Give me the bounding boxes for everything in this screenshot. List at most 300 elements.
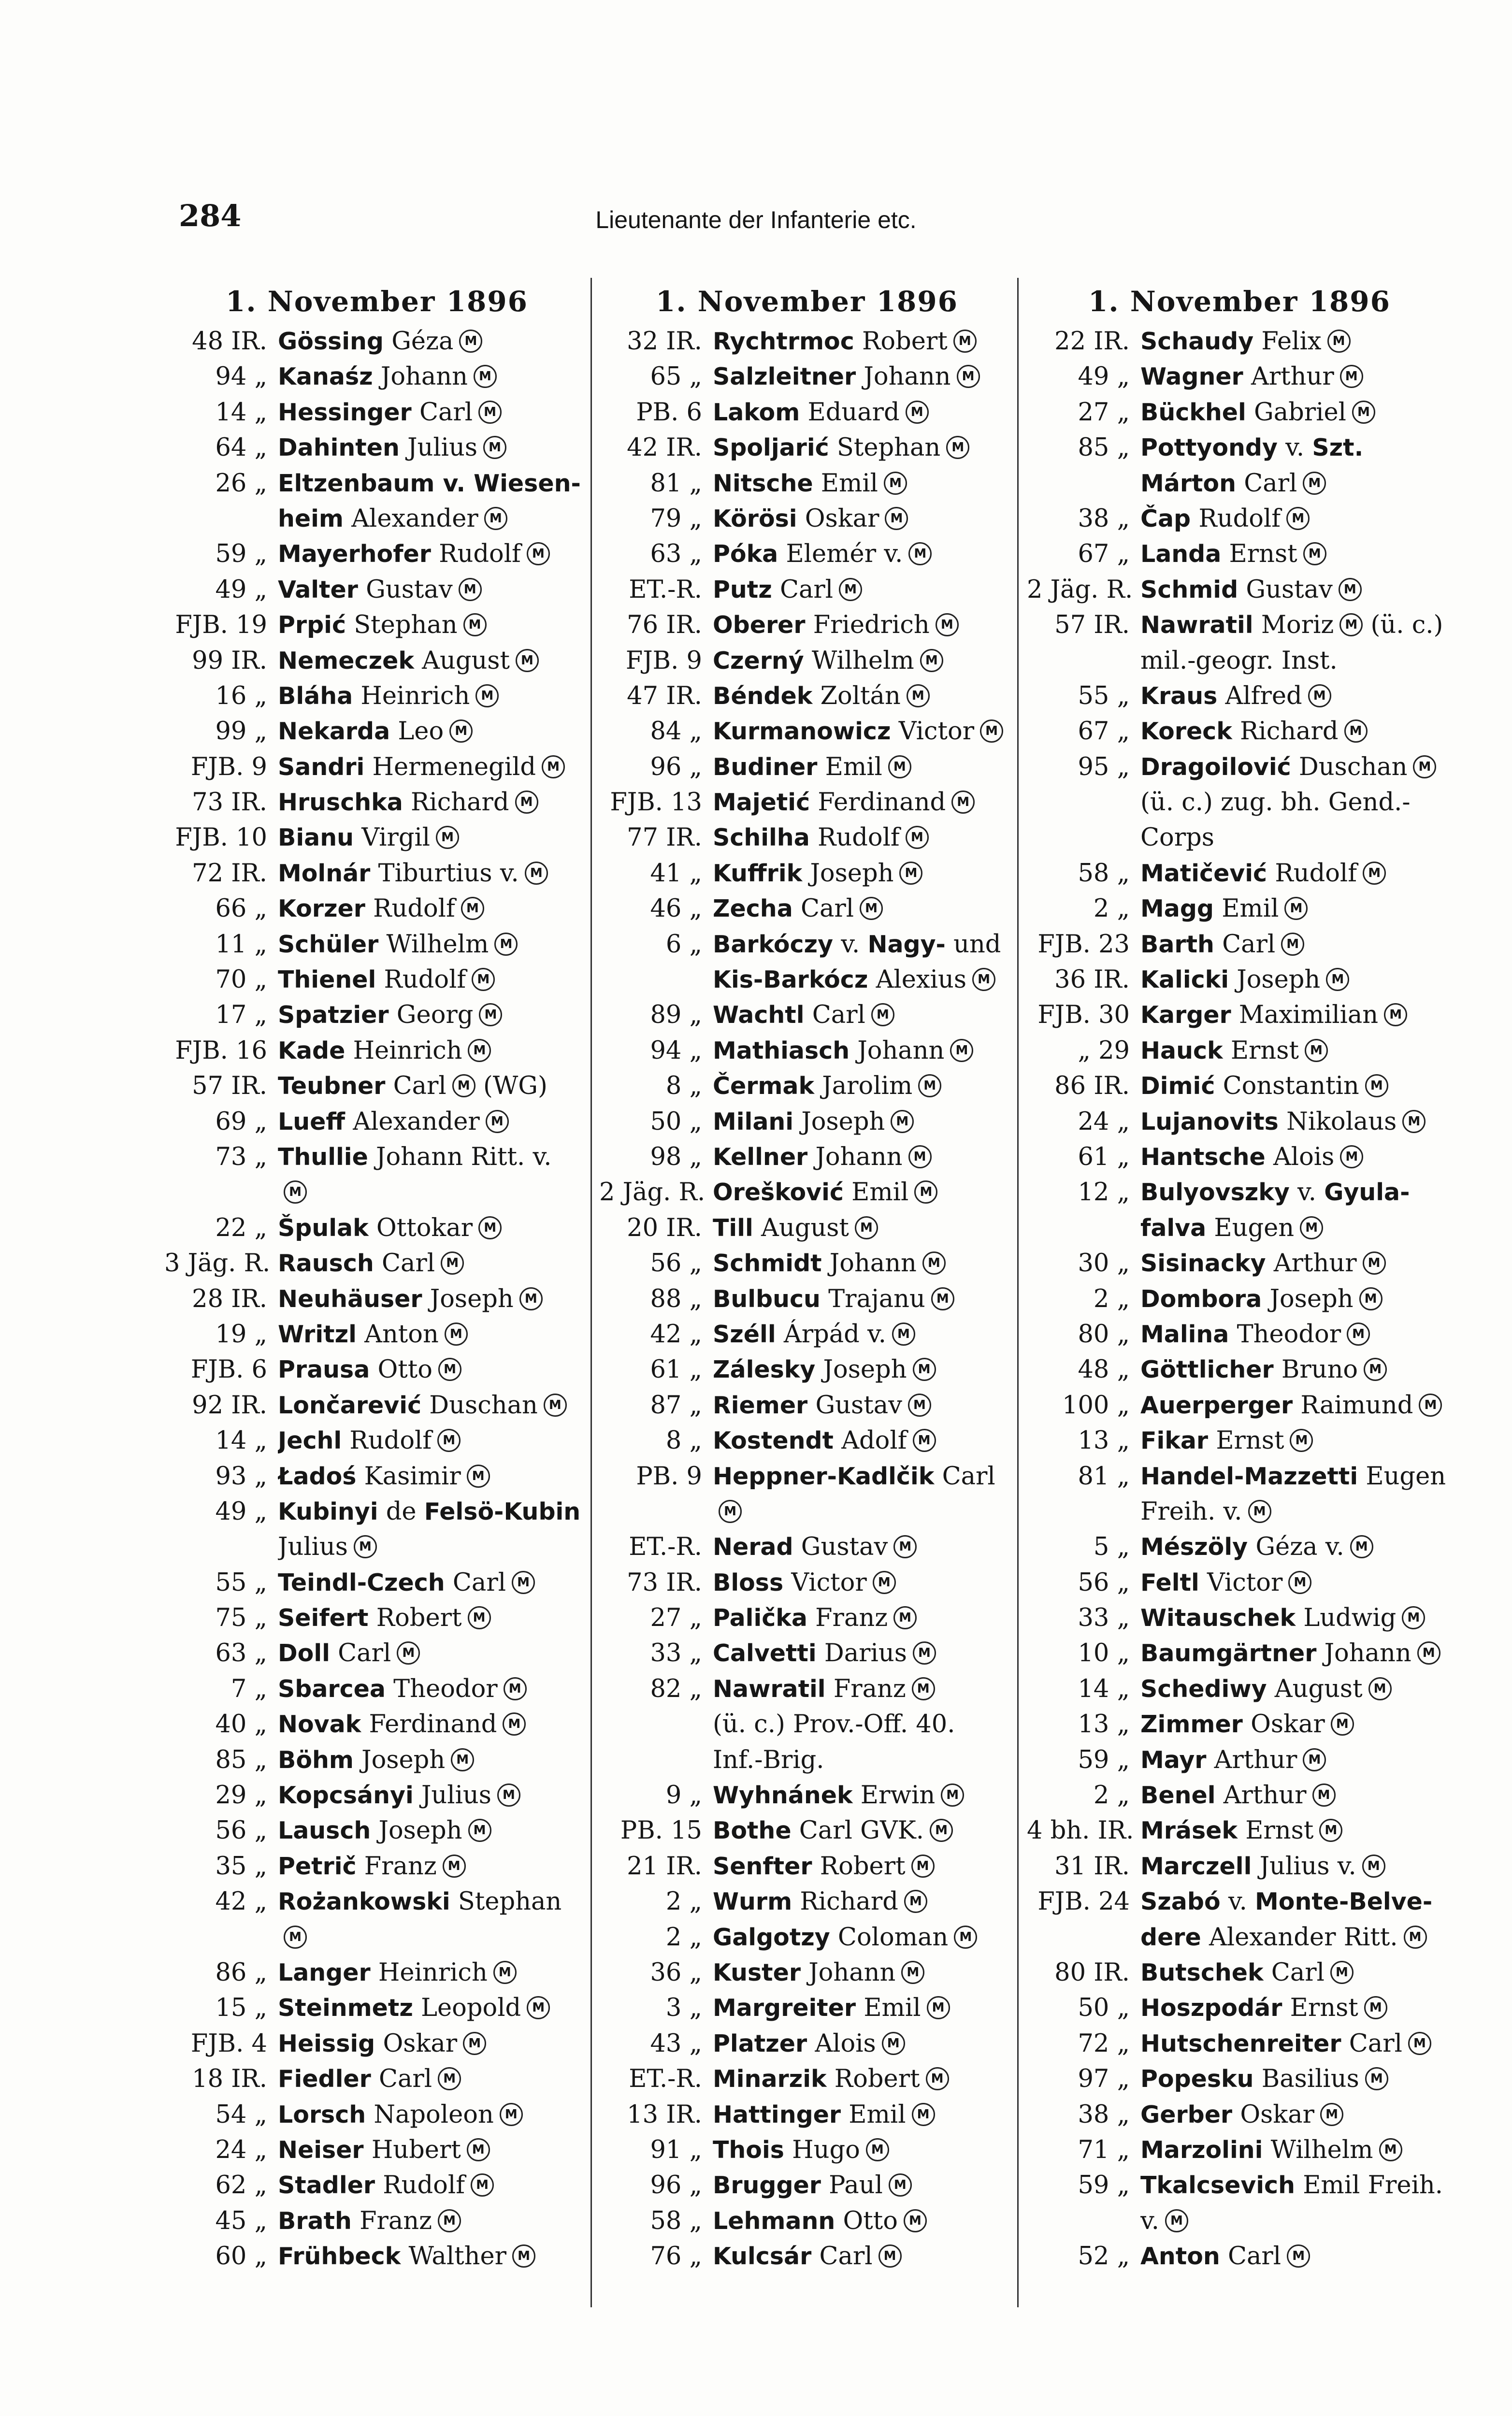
entry-row: [599, 1210, 1015, 1246]
entry-row: [164, 1849, 590, 1884]
unit-designation: 61 „: [1078, 1142, 1130, 1171]
m-medal-icon: M: [479, 1003, 502, 1026]
column-2: [599, 285, 1015, 2305]
entry-row: [164, 501, 590, 536]
entry-row: [599, 2239, 1015, 2274]
surname: Rożankowski: [278, 1888, 450, 1916]
entry-row: [599, 1920, 1015, 1955]
entry-row: [164, 1600, 590, 1636]
m-medal-icon: M: [946, 436, 969, 459]
entry-row: [599, 962, 1015, 997]
entry-row: [599, 1671, 1015, 1707]
officer-name: [278, 1990, 590, 2026]
surname: Čermak: [713, 1072, 815, 1100]
m-medal-icon: M: [1339, 613, 1363, 636]
officer-name: [713, 1246, 1015, 1281]
officer-name: [713, 1955, 1015, 1990]
m-medal-icon: M: [459, 330, 482, 353]
surname: Kubinyi: [278, 1497, 378, 1525]
surname: Butschek: [1140, 1958, 1264, 1986]
m-medal-icon: M: [912, 2103, 935, 2126]
m-medal-icon: M: [936, 613, 959, 636]
m-medal-icon: M: [931, 1287, 954, 1310]
m-medal-icon: M: [493, 1961, 517, 1984]
entry-row: [1027, 2203, 1452, 2239]
m-medal-icon: M: [1300, 1216, 1323, 1239]
given-name: Wilhelm: [811, 646, 914, 675]
officer-name: [278, 749, 590, 785]
surname: Nemeczek: [278, 647, 414, 675]
unit-designation: FJB. 16: [175, 1036, 267, 1065]
surname: Galgotzy: [713, 1923, 830, 1951]
surname: Steinmetz: [278, 1994, 413, 2022]
officer-name: [278, 1068, 590, 1104]
given-name: Rudolf: [384, 965, 466, 994]
unit-designation: 27 „: [1078, 398, 1130, 427]
surname: Zecha: [713, 895, 793, 923]
m-medal-icon: M: [449, 719, 473, 743]
surname: Kuffrik: [713, 859, 803, 887]
entry-row: [599, 1459, 1015, 1494]
m-medal-icon: M: [354, 1535, 377, 1558]
entry-row: [1027, 1636, 1452, 1671]
officer-name: [713, 430, 1015, 465]
unit-designation: 96 „: [650, 752, 702, 781]
officer-name: [713, 1707, 1015, 1742]
officer-name: [278, 324, 590, 359]
given-name: Arthur: [1273, 1249, 1357, 1278]
given-name: Moriz: [1261, 611, 1334, 640]
given-name: Tiburtius v.: [378, 859, 519, 888]
officer-name: [278, 678, 590, 714]
given-name: Heinrich: [353, 1036, 462, 1065]
entry-row: [1027, 1955, 1452, 1990]
officer-name: [713, 1884, 1015, 1919]
entry-row: [1027, 1317, 1452, 1352]
unit-designation: 63 „: [215, 1639, 267, 1668]
officer-name: [278, 785, 590, 820]
unit-designation: 28 IR.: [192, 1284, 267, 1313]
unit-designation: 13 „: [1078, 1426, 1130, 1455]
m-medal-icon: M: [913, 1641, 936, 1665]
given-name: Alexander: [351, 504, 478, 533]
unit-designation: 22 „: [215, 1213, 267, 1242]
m-medal-icon: M: [901, 1961, 924, 1984]
entry-row: [599, 1636, 1015, 1671]
surname: Budiner: [713, 753, 818, 781]
m-medal-icon: M: [438, 2209, 461, 2232]
m-medal-icon: M: [397, 1641, 420, 1665]
officer-name: [1140, 607, 1452, 643]
entry-row: [599, 1565, 1015, 1600]
given-name: Carl: [379, 2065, 432, 2094]
unit-designation: 46 „: [650, 894, 702, 923]
officer-name: [278, 607, 590, 643]
entry-row: [1027, 395, 1452, 430]
m-medal-icon: M: [1352, 401, 1375, 424]
entry-row: [599, 2097, 1015, 2132]
given-name: Joseph: [430, 1284, 514, 1313]
unit-designation: 8 „: [665, 1072, 702, 1101]
entry-row: [1027, 1742, 1452, 1778]
entry-row: [164, 1494, 590, 1529]
officer-name: [1140, 1068, 1452, 1104]
given-name: Stephan: [354, 611, 458, 640]
officer-name: [713, 1813, 1015, 1848]
m-medal-icon: M: [908, 1145, 932, 1168]
given-name: Alfred: [1225, 681, 1302, 710]
officer-name: [713, 820, 1015, 855]
entry-row: [1027, 1813, 1452, 1848]
entry-row: [164, 1742, 590, 1778]
surname: Göttlicher: [1140, 1356, 1274, 1384]
given-name: Franz: [364, 1852, 437, 1881]
surname: Hantsche: [1140, 1143, 1266, 1171]
surname: Ładoś: [278, 1462, 357, 1490]
m-medal-icon: M: [930, 1819, 953, 1842]
surname: Hruschka: [278, 789, 403, 817]
m-medal-icon: M: [1350, 1535, 1373, 1558]
given-name: Johann: [808, 1958, 896, 1987]
entry-row: [164, 1459, 590, 1494]
given-name: Robert: [862, 327, 948, 356]
surname: Handel-Mazzetti: [1140, 1462, 1358, 1490]
officer-name: [713, 1317, 1015, 1352]
m-medal-icon: M: [1284, 897, 1308, 920]
entry-row: [1027, 466, 1452, 501]
surname: Kis-Barkócz: [713, 966, 868, 994]
given-name: Alois: [815, 2029, 876, 2058]
officer-name: [278, 2239, 590, 2274]
m-medal-icon: M: [516, 649, 539, 672]
surname: Fiedler: [278, 2065, 371, 2093]
surname: Böhm: [278, 1746, 354, 1774]
surname: Feltl: [1140, 1568, 1199, 1596]
entry-row: [164, 2132, 590, 2168]
unit-designation: 36 IR.: [1054, 965, 1130, 994]
unit-designation: 95 „: [1078, 752, 1130, 781]
officer-name: [713, 572, 1015, 607]
given-name: Ernst: [1216, 1426, 1284, 1455]
officer-name: [278, 997, 590, 1033]
officer-name: [713, 1104, 1015, 1139]
officer-name: [1140, 2061, 1452, 2097]
unit-designation: 59 „: [1078, 1745, 1130, 1774]
surname: Platzer: [713, 2029, 807, 2057]
entry-row: [599, 2168, 1015, 2203]
officer-name: [1140, 572, 1452, 607]
m-medal-icon: M: [1363, 1251, 1386, 1275]
entry-list: [1027, 324, 1452, 2274]
m-medal-icon: M: [1305, 1039, 1328, 1062]
entry-row: [599, 1139, 1015, 1175]
given-name: Joseph: [378, 1816, 462, 1845]
given-name: Walther: [408, 2242, 507, 2271]
m-medal-icon: M: [866, 2138, 889, 2161]
given-name: Joseph: [801, 1107, 885, 1136]
entry-row: [599, 1033, 1015, 1068]
entry-row: [164, 2061, 590, 2097]
officer-name: [278, 1742, 590, 1778]
unit-designation: 88 „: [650, 1284, 702, 1313]
unit-designation: 80 IR.: [1054, 1958, 1130, 1987]
entry-row: [1027, 1565, 1452, 1600]
m-medal-icon: M: [941, 1783, 964, 1807]
given-name: Victor: [791, 1568, 867, 1597]
given-name: Emil: [851, 1178, 909, 1207]
m-medal-icon: M: [1408, 2032, 1431, 2055]
entry-row: [599, 820, 1015, 855]
entry-row: [599, 678, 1015, 714]
unit-designation: 85 „: [1078, 433, 1130, 462]
officer-name: [278, 2168, 590, 2203]
given-name: Géza v.: [1255, 1533, 1344, 1562]
given-name: Franz: [815, 1604, 888, 1633]
given-name: Otto: [843, 2206, 898, 2235]
surname: Witauschek: [1140, 1604, 1296, 1632]
unit-designation: FJB. 9: [190, 752, 267, 781]
entry-row: [1027, 2026, 1452, 2061]
officer-name: [713, 962, 1015, 997]
entry-row: [1027, 997, 1452, 1033]
entry-row: [1027, 1423, 1452, 1458]
officer-name: [1140, 678, 1452, 714]
given-name: Gustav: [366, 575, 453, 604]
unit-designation: 57 IR.: [192, 1072, 267, 1101]
surname: Kuster: [713, 1958, 801, 1986]
given-name: Oskar: [805, 504, 879, 533]
given-name: Carl: [452, 1568, 506, 1597]
given-name: Carl: [382, 1249, 435, 1278]
m-medal-icon: M: [918, 1074, 941, 1097]
given-name: Darius: [824, 1639, 907, 1668]
m-medal-icon: M: [907, 684, 930, 707]
surname: Kulcsár: [713, 2243, 812, 2271]
given-name: Richard: [800, 1887, 898, 1916]
officer-name: [278, 466, 590, 501]
given-name: Richard: [1240, 717, 1339, 746]
surname: Rychtrmoc: [713, 328, 854, 355]
entry-row: [599, 2203, 1015, 2239]
entry-row: [164, 324, 590, 359]
surname: Schüler: [278, 930, 379, 958]
surname: dere: [1140, 1923, 1201, 1951]
surname: Barkóczy: [713, 930, 834, 958]
unit-designation: 47 IR.: [627, 681, 702, 710]
surname: Malina: [1140, 1320, 1229, 1348]
unit-designation: 98 „: [650, 1142, 702, 1171]
unit-designation: 77 IR.: [627, 823, 702, 852]
officer-name: [1140, 1849, 1452, 1884]
surname: Stadler: [278, 2172, 375, 2200]
surname: Oberer: [713, 611, 806, 639]
officer-name: [1140, 891, 1452, 926]
surname: Schilha: [713, 824, 810, 852]
surname: Auerperger: [1140, 1391, 1293, 1419]
entry-row: [599, 1529, 1015, 1565]
officer-name: [713, 1742, 1015, 1778]
officer-name: [278, 536, 590, 572]
given-name: Rudolf: [349, 1426, 432, 1455]
m-medal-icon: M: [1340, 1145, 1363, 1168]
m-medal-icon: M: [1368, 1677, 1392, 1700]
officer-name: [1140, 2203, 1452, 2239]
entry-row: [599, 2132, 1015, 2168]
officer-name: [278, 1459, 590, 1494]
given-name: Inf.-Brig.: [713, 1745, 824, 1774]
entry-row: [1027, 501, 1452, 536]
officer-name: [713, 324, 1015, 359]
entry-row: [164, 1955, 590, 1990]
column-1: [164, 285, 590, 2305]
unit-designation: 92 IR.: [192, 1391, 267, 1420]
given-name: Joseph: [1237, 965, 1321, 994]
m-medal-icon: M: [882, 2032, 905, 2055]
entry-row: [1027, 1778, 1452, 1813]
m-medal-icon: M: [436, 826, 459, 849]
entry-row: [1027, 749, 1452, 785]
m-medal-icon: M: [1319, 1819, 1342, 1842]
unit-designation: 76 „: [650, 2242, 702, 2271]
m-medal-icon: M: [468, 1606, 491, 1629]
unit-designation: FJB. 9: [625, 646, 702, 675]
surname: Palička: [713, 1604, 807, 1632]
m-medal-icon: M: [906, 401, 929, 424]
unit-designation: 73 IR.: [192, 788, 267, 817]
unit-designation: 65 „: [650, 362, 702, 391]
m-medal-icon: M: [906, 826, 929, 849]
officer-name: [278, 1246, 590, 1281]
surname: Thullie: [278, 1143, 368, 1171]
m-medal-icon: M: [899, 862, 922, 885]
unit-designation: 42 „: [650, 1320, 702, 1349]
entry-row: [599, 1955, 1015, 1990]
entry-row: [599, 714, 1015, 749]
unit-designation: 67 „: [1078, 540, 1130, 569]
given-name: Heinrich: [360, 681, 470, 710]
given-name: v.: [1285, 433, 1305, 462]
m-medal-icon: M: [884, 472, 907, 495]
given-name: v.: [1228, 1887, 1247, 1916]
given-name: Johann: [815, 1142, 903, 1171]
entry-row: [164, 1317, 590, 1352]
entry-row: [599, 324, 1015, 359]
surname: Póka: [713, 540, 778, 568]
entry-row: [164, 1033, 590, 1068]
m-medal-icon: M: [445, 1323, 468, 1346]
unit-designation: 91 „: [650, 2135, 702, 2164]
m-medal-icon: M: [1327, 330, 1351, 353]
page-number: 284: [179, 198, 242, 233]
officer-name: [278, 1707, 590, 1742]
given-name: Zoltán: [820, 681, 901, 710]
given-name: Ernst: [1229, 540, 1297, 569]
officer-name: [278, 1210, 590, 1246]
column-divider: [590, 278, 592, 2307]
officer-name: [713, 1990, 1015, 2026]
surname: Margreiter: [713, 1994, 856, 2022]
officer-name: [1140, 2168, 1452, 2203]
unit-designation: 18 IR.: [192, 2065, 267, 2094]
page-header: [0, 198, 1512, 242]
given-name: Joseph: [1269, 1284, 1354, 1313]
entry-note: (WG): [483, 1072, 547, 1101]
unit-designation: 55 „: [215, 1568, 267, 1597]
unit-designation: FJB. 30: [1037, 1001, 1130, 1030]
surname: Putz: [713, 575, 772, 604]
given-name: Felix: [1261, 327, 1322, 356]
entry-row: [164, 1210, 590, 1246]
entry-row: [599, 1813, 1015, 1848]
surname: Bloss: [713, 1568, 784, 1596]
name-continuation: Monte-Belve-: [1255, 1888, 1433, 1916]
officer-name: [713, 891, 1015, 926]
surname: Nitsche: [713, 469, 813, 497]
entry-row: [1027, 1671, 1452, 1707]
given-name: August: [422, 646, 510, 675]
m-medal-icon: M: [1365, 2067, 1388, 2090]
officer-name: [1140, 997, 1452, 1033]
surname: Fikar: [1140, 1427, 1209, 1455]
officer-name: [713, 643, 1015, 678]
given-name: Carl: [1222, 930, 1276, 959]
unit-designation: 60 „: [215, 2242, 267, 2271]
entry-row: [1027, 785, 1452, 820]
officer-name: [278, 1139, 590, 1175]
entry-row: [1027, 1990, 1452, 2026]
unit-designation: 45 „: [215, 2206, 267, 2235]
entry-row: [164, 856, 590, 891]
entry-row: [599, 395, 1015, 430]
surname: Špulak: [278, 1214, 369, 1242]
m-medal-icon: M: [911, 1855, 935, 1878]
unit-designation: 64 „: [215, 433, 267, 462]
entry-row: [599, 643, 1015, 678]
unit-designation: 38 „: [1078, 504, 1130, 533]
surname: Popesku: [1140, 2065, 1254, 2093]
officer-name: [713, 997, 1015, 1033]
unit-designation: 86 „: [215, 1958, 267, 1987]
entry-row: [1027, 1281, 1452, 1317]
given-name: Robert: [376, 1604, 462, 1633]
given-name: Hermenegild: [372, 752, 536, 781]
unit-designation: 30 „: [1078, 1249, 1130, 1278]
given-name: Emil: [825, 752, 882, 781]
surname: Eltzenbaum v. Wiesen-: [278, 469, 581, 497]
surname: Čap: [1140, 504, 1191, 532]
officer-name: [1140, 2132, 1452, 2168]
surname: Zálesky: [713, 1356, 816, 1384]
unit-designation: 61 „: [650, 1355, 702, 1384]
unit-designation: 79 „: [650, 504, 702, 533]
unit-designation: 24 „: [215, 2135, 267, 2164]
given-name: v.: [841, 930, 860, 959]
surname: Minarzik: [713, 2065, 827, 2093]
officer-name: [713, 1778, 1015, 1813]
m-medal-icon: M: [889, 2173, 912, 2197]
m-medal-icon: M: [468, 1819, 491, 1842]
given-name: Rudolf: [439, 540, 521, 569]
entry-row: [599, 1068, 1015, 1104]
surname: Korzer: [278, 895, 365, 923]
given-name: Nikolaus: [1286, 1107, 1397, 1136]
unit-designation: 17 „: [215, 1001, 267, 1030]
given-name: Árpád v.: [783, 1320, 886, 1349]
officer-name: [1140, 1388, 1452, 1423]
entry-row: [164, 997, 590, 1033]
entry-row: [164, 536, 590, 572]
given-name: Emil: [864, 1994, 921, 2023]
